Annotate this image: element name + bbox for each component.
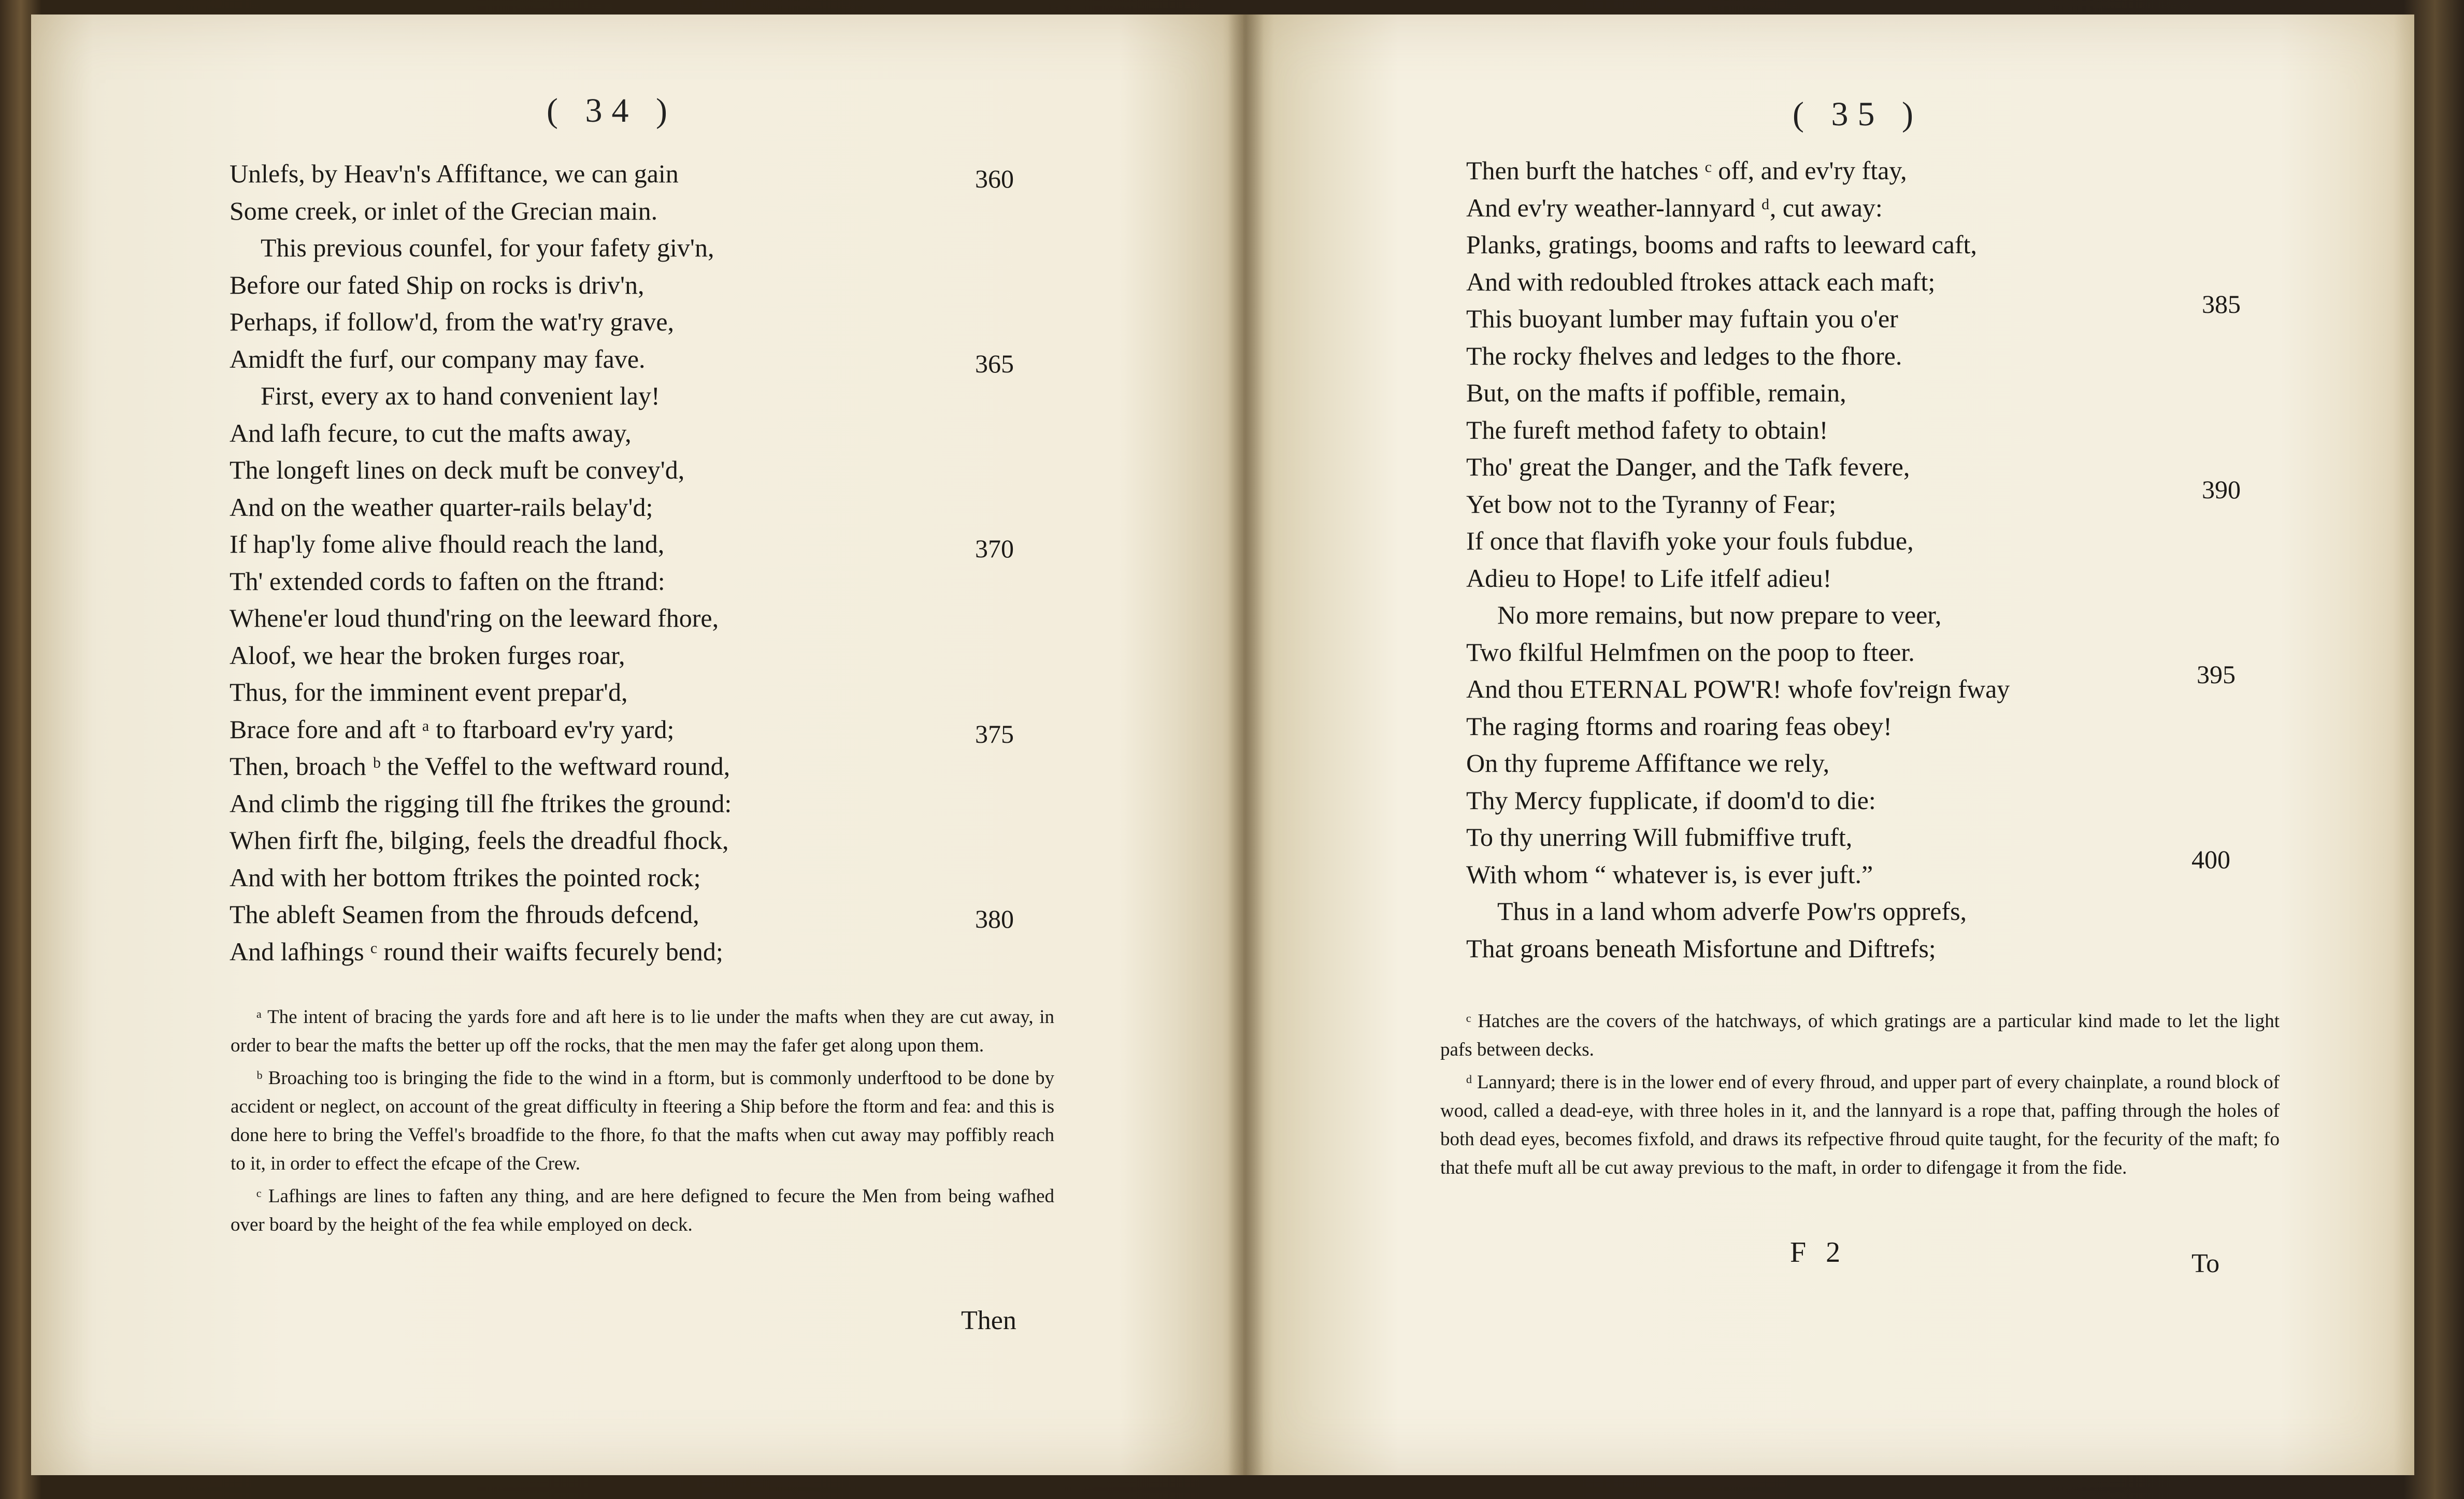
verse-line: And lafh fecure, to cut the mafts away,: [230, 418, 632, 448]
verse-line: And thou ETERNAL POW'R! whofe fov'reign fway: [1466, 674, 2010, 703]
line-number: 365: [975, 349, 1014, 378]
gutter-shadow: [1228, 15, 1264, 1475]
verse-line: The longeft lines on deck muft be convey'd,: [230, 455, 685, 484]
verse-line: The rocky fhelves and ledges to the fhore.: [1466, 341, 1902, 370]
verse-line: Two fkilful Helmfmen on the poop to fteer.: [1466, 637, 1915, 667]
verse-line: That groans beneath Misfortune and Diftrefs;: [1466, 933, 1936, 963]
footnote: ᵃ The intent of bracing the yards fore and aft here is to lie under the mafts when they are cut away, in order to bear the mafts the better up off the rocks, that the men may the fafer get along upon them.: [231, 1006, 1054, 1056]
verse-line: Planks, gratings, booms and rafts to leeward caft,: [1466, 230, 1977, 259]
verse-line: With whom “ whatever is, is ever juft.”: [1466, 859, 1873, 889]
verse-line: And on the weather quarter-rails belay'd;: [230, 492, 653, 522]
verse-line: Whene'er loud thund'ring on the leeward fhore,: [230, 603, 719, 632]
verse-line: This previous counfel, for your fafety giv'n,: [261, 233, 714, 262]
line-number: 385: [2202, 290, 2241, 319]
line-number: 390: [2202, 475, 2241, 504]
footnote: ᶜ Lafhings are lines to faften any thing, and are here defigned to fecure the Men from being wafhed over board by the height of the fea while employed on deck.: [231, 1186, 1054, 1235]
verse-line: Adieu to Hope! to Life itfelf adieu!: [1466, 563, 1832, 593]
verse-line: Then burft the hatches ᶜ off, and ev'ry ftay,: [1466, 156, 1907, 185]
left-page: [31, 15, 1243, 1475]
verse-block: [230, 155, 732, 970]
verse-line: If hap'ly fome alive fhould reach the land,: [230, 529, 665, 558]
verse-line: Brace fore and aft ᵃ to ftarboard ev'ry yard;: [230, 714, 675, 744]
verse-line: Perhaps, if follow'd, from the wat'ry grave,: [230, 307, 675, 336]
verse-line: Thus in a land whom adverfe Pow'rs opprefs,: [1497, 897, 1967, 926]
verse-line: Thus, for the imminent event prepar'd,: [230, 678, 628, 707]
verse-block: [1466, 152, 2010, 967]
verse-line: The raging ftorms and roaring feas obey!: [1466, 711, 1892, 741]
verse-line: When firft fhe, bilging, feels the dreadful fhock,: [230, 826, 729, 855]
verse-line: Some creek, or inlet of the Grecian main.: [230, 196, 658, 225]
verse-line: But, on the mafts if poffible, remain,: [1466, 378, 1846, 407]
line-number: 395: [2197, 660, 2236, 689]
footnote: ᵈ Lannyard; there is in the lower end of every fhroud, and upper part of every chainplate, a round block of wood, called a dead-eye, with three holes in it, and the lannyard is a rope that, paffing through the holes of both dead eyes, becomes fixfold, and draws its refpective fhroud quite taught, for the fecurity of the maft; fo that thefe muft all be cut away previous to the maft, in order to difengage it from the fide.: [1440, 1072, 2280, 1178]
verse-line: If once that flavifh yoke your fouls fubdue,: [1466, 526, 1914, 555]
verse-line: Amidft the furf, our company may fave.: [230, 344, 646, 373]
signature-mark: F 2: [1790, 1236, 1847, 1269]
verse-line: Thy Mercy fupplicate, if doom'd to die:: [1466, 785, 1876, 815]
line-number: 400: [2191, 845, 2230, 874]
verse-line: The fureft method fafety to obtain!: [1466, 415, 1828, 444]
verse-line: Before our fated Ship on rocks is driv'n,: [230, 270, 644, 299]
line-number: 370: [975, 534, 1014, 563]
verse-line: And lafhings ᶜ round their waifts fecurely bend;: [230, 936, 723, 966]
line-number: 380: [975, 904, 1014, 933]
catchword: Then: [961, 1306, 1016, 1335]
verse-line: No more remains, but now prepare to veer,: [1497, 600, 1942, 629]
verse-line: Tho' great the Danger, and the Tafk fevere,: [1466, 452, 1910, 481]
footnote: ᶜ Hatches are the covers of the hatchways, of which gratings are a particular kind made to let the light pafs between decks.: [1440, 1011, 2280, 1060]
footnotes: [1440, 1007, 2280, 1186]
verse-line: And with her bottom ftrikes the pointed rock;: [230, 862, 701, 892]
verse-line: This buoyant lumber may fuftain you o'er: [1466, 304, 1898, 333]
verse-line: The ableft Seamen from the fhrouds defcend,: [230, 900, 699, 929]
verse-line: Unlefs, by Heav'n's Affiftance, we can gain: [230, 159, 679, 188]
right-page: [1243, 15, 2414, 1475]
footnotes: [231, 1003, 1054, 1243]
verse-line: And ev'ry weather-lannyard ᵈ, cut away:: [1466, 193, 1883, 222]
page-number: ( 35 ): [1793, 95, 1923, 133]
line-number: 375: [975, 719, 1014, 748]
verse-line: And with redoubled ftrokes attack each maft;: [1466, 267, 1936, 296]
verse-line: Then, broach ᵇ the Veffel to the weftward round,: [230, 752, 730, 781]
page-number: ( 34 ): [547, 92, 677, 129]
verse-line: To thy unerring Will fubmiffive truft,: [1466, 823, 1853, 852]
verse-line: Aloof, we hear the broken furges roar,: [230, 640, 625, 670]
verse-line: On thy fupreme Affiftance we rely,: [1466, 748, 1830, 777]
verse-line: Yet bow not to the Tyranny of Fear;: [1466, 489, 1837, 518]
verse-line: Th' extended cords to faften on the ftrand:: [230, 566, 665, 596]
verse-line: And climb the rigging till fhe ftrikes the ground:: [230, 788, 732, 818]
line-number: 360: [975, 164, 1014, 193]
footnote: ᵇ Broaching too is bringing the fide to the wind in a ftorm, but is commonly underftood to be done by accident or neglect, on account of the great difficulty in fteering a Ship before the ftorm and fea: and this is done here to bring the Veffel's broadfide to the fhore, fo that the mafts when cut away may poffibly reach to it, in order to effect the efcape of the Crew.: [231, 1068, 1054, 1174]
verse-line: First, every ax to hand convenient lay!: [261, 381, 660, 410]
catchword: To: [2191, 1249, 2220, 1278]
